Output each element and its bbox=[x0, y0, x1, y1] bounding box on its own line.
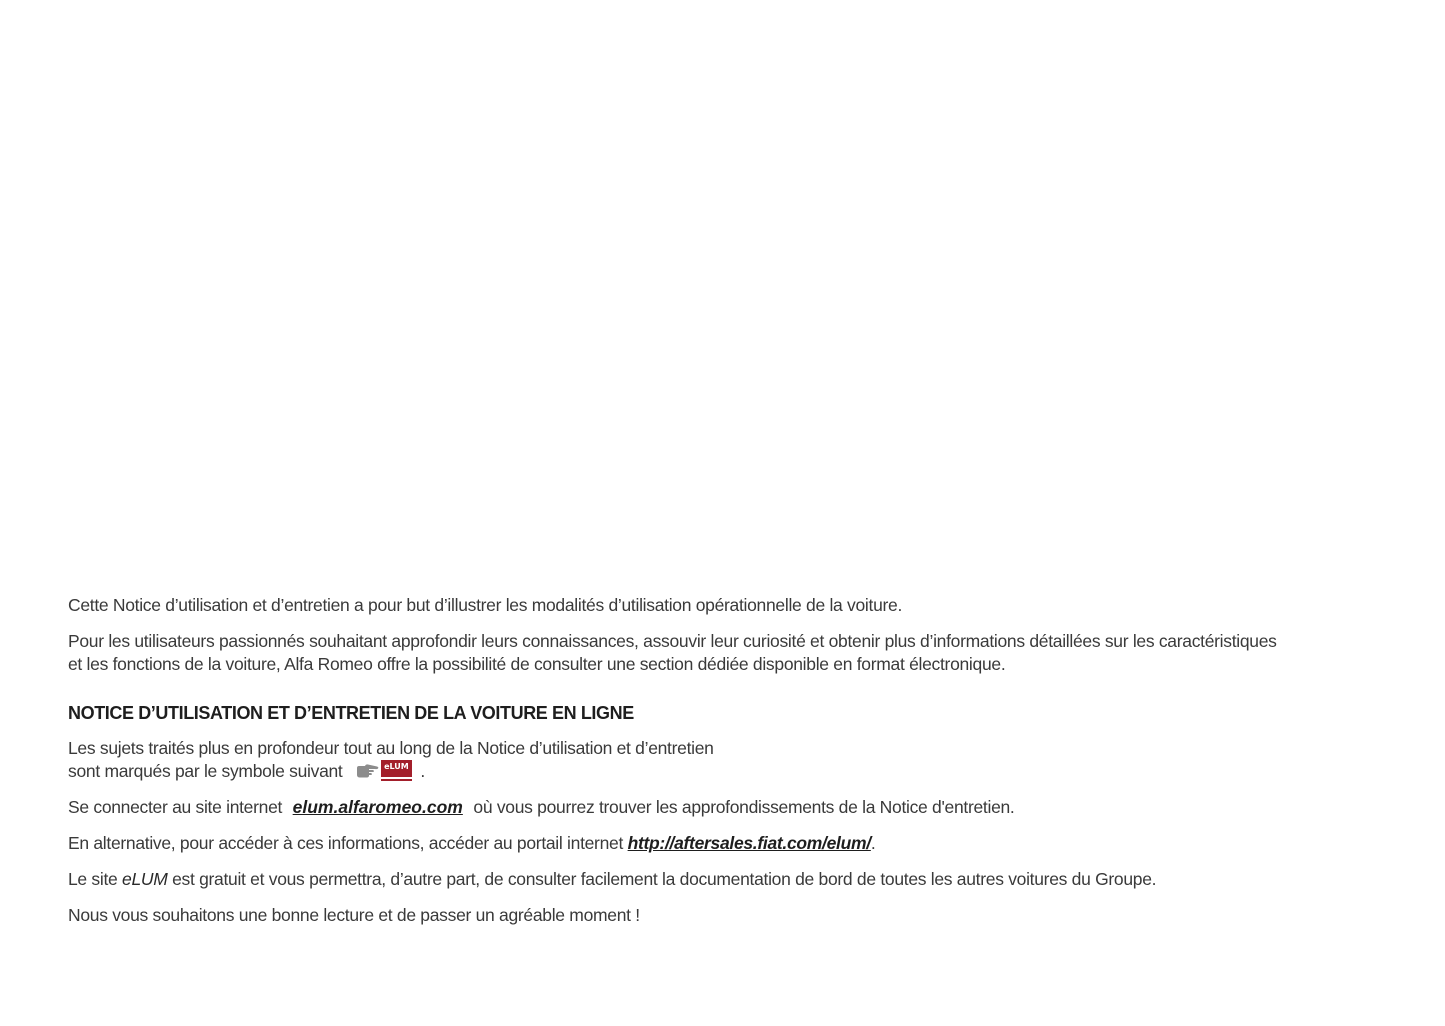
portal-period: . bbox=[870, 833, 876, 853]
website-intro-text: Se connecter au site internet bbox=[68, 797, 283, 817]
intro-paragraph-2 bbox=[68, 630, 1368, 676]
free-site-paragraph bbox=[68, 868, 1368, 891]
section-heading: NOTICE D’UTILISATION ET D’ENTRETIEN DE LA VOITURE EN LIGNE bbox=[68, 703, 634, 723]
free-site-intro-text: Le site bbox=[68, 869, 123, 889]
website-after-text: où vous pourrez trouver les approfondissements de la Notice d'entretien. bbox=[473, 797, 1015, 817]
pointing-hand-icon bbox=[355, 763, 379, 779]
portal-intro-text: En alternative, pour accéder à ces informations, accéder au portail internet bbox=[68, 833, 628, 853]
free-site-after-text: est gratuit et vous permettra, d’autre part, de consulter facilement la documentation de bord de toutes les autres voitures du Groupe. bbox=[167, 869, 1157, 889]
elum-symbol bbox=[355, 760, 412, 779]
intro-paragraph-2-line-2: et les fonctions de la voiture, Alfa Romeo offre la possibilité de consulter une section dédiée disponible en format électronique. bbox=[68, 654, 1006, 674]
elum-badge: eLUM bbox=[381, 760, 412, 779]
elum-emphasis: eLUM bbox=[122, 869, 168, 889]
intro-paragraph-2-line-1: Pour les utilisateurs passionnés souhaitant approfondir leurs connaissances, assouvir leur curiosité et obtenir plus d’informations détaillées sur les caractéristiques bbox=[68, 631, 1277, 651]
portal-paragraph bbox=[68, 832, 1368, 855]
document-content bbox=[68, 594, 1368, 940]
symbol-paragraph-line-2 bbox=[68, 761, 425, 781]
symbol-period: . bbox=[420, 761, 425, 781]
symbol-paragraph bbox=[68, 737, 1368, 783]
elum-website-link[interactable]: elum.alfaromeo.com bbox=[292, 797, 463, 817]
website-paragraph bbox=[68, 796, 1368, 819]
symbol-paragraph-line-1: Les sujets traités plus en profondeur tout au long de la Notice d’utilisation et d’entretien bbox=[68, 738, 714, 758]
aftersales-portal-link[interactable]: http://aftersales.fiat.com/elum/ bbox=[627, 833, 871, 853]
symbol-intro-text: sont marqués par le symbole suivant bbox=[68, 761, 343, 781]
closing-paragraph: Nous vous souhaitons une bonne lecture et de passer un agréable moment ! bbox=[68, 905, 640, 925]
intro-paragraph-1: Cette Notice d’utilisation et d’entretien a pour but d’illustrer les modalités d’utilisation opérationnelle de la voiture. bbox=[68, 595, 903, 615]
